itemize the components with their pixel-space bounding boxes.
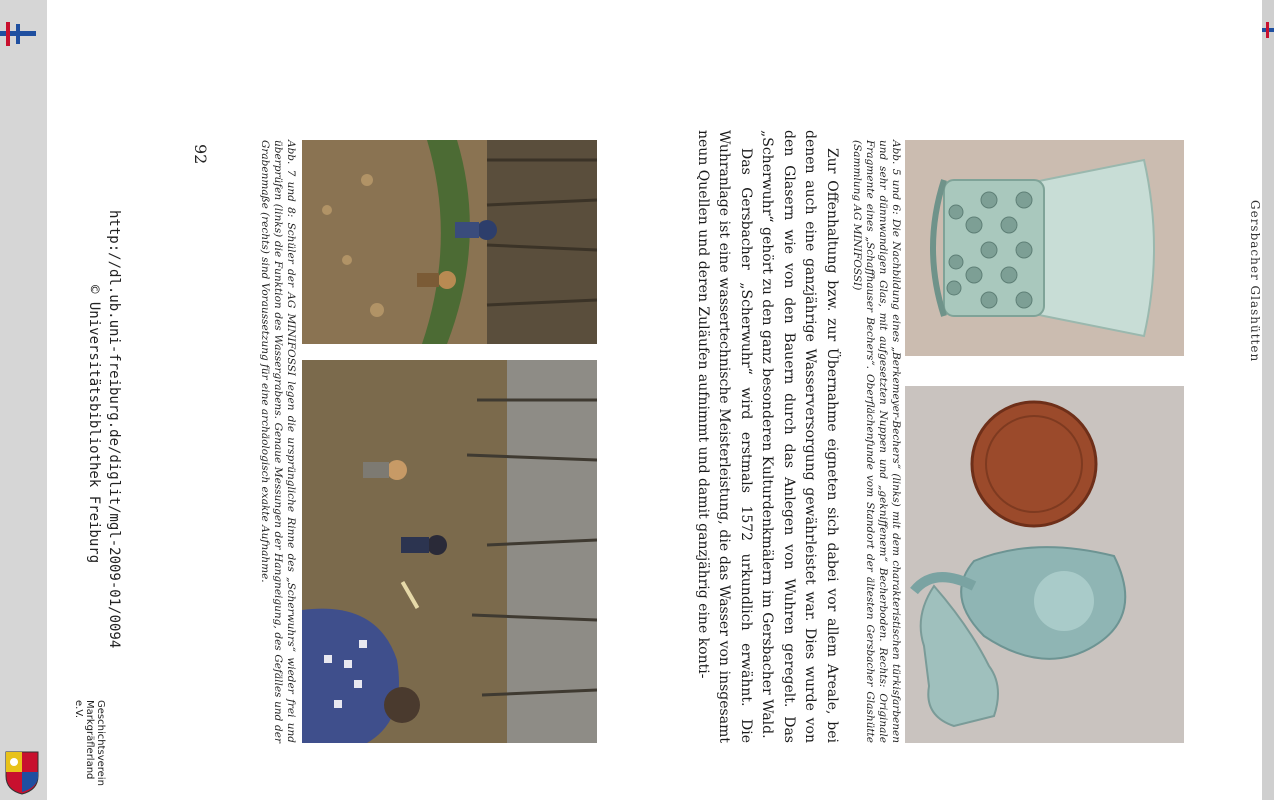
article-body [612, 130, 842, 743]
left-scan-margin [0, 0, 47, 800]
right-scan-margin [1262, 0, 1274, 800]
students-measuring-photo [302, 360, 597, 743]
page-number: 92 [191, 144, 210, 165]
footer-organization [73, 700, 106, 795]
students-digging-photo [302, 140, 597, 344]
rotated-page-content [47, 0, 1262, 800]
nav-flag-icon-right [1262, 20, 1274, 40]
figure-5-glass-beaker [905, 140, 1184, 356]
coat-of-arms-icon [2, 748, 42, 796]
figure-6-glass-fragments [905, 386, 1184, 743]
glass-fragments-coin-photo [905, 386, 1184, 743]
footer-url[interactable]: http://dl.ub.uni-freiburg.de/diglit/mgl-2009-01/0094 [106, 210, 122, 649]
nav-flag-icon [0, 20, 40, 48]
paragraph-2: Das Gersbacher „Scherwuhr“ wird erstmals 1572 urkundlich erwähnt. Die Wuhranlage ist eine wassertechnische Meisterleistung, die das Wasser von insgesamt neun Quellen und deren Zuläufen aufnimmt und damit ganzjährig eine konti- [695, 130, 754, 743]
figure-5-6-caption: Abb. 5 und 6: Die Nachbildung eines „Berkemeyer-Bechers“ (links) mit dem charakteristischen türkisfarbenen und sehr dünnwandigen Glas, mit aufgesetzten Nuppen und „gekniffenem“ Becherboden. Rechts: Originale Fragmente eines „Schaffhauser Bechers“. Oberflächenfunde vom Standort der ältesten Gersbacher Glashütte (Sammlung AG MINIFOSSI) [851, 140, 902, 743]
paragraph-1: Zur Offenhaltung bzw. zur Übernahme eigneten sich dabei vor allem Areale, bei denen auch eine ganzjährige Wasserversorgung gewährleistet war. Dies wurde von den Glasern wie von den Bauern durch das Anlegen von Wuhren geregelt. Das „Scherwuhr“ gehört zu den ganz besonderen Kulturdenkmälern im Gersbacher Wald. [759, 130, 840, 743]
figure-7-students-digging [302, 140, 597, 344]
glass-beaker-photo [905, 140, 1184, 356]
figure-7-8-caption: Abb. 7 und 8: Schüler der AG MINIFOSSI legen die ursprüngliche Rinne des „Scherwuhrs“ wieder frei und überprüfen (links) die Funktion des Wassergrabens. Genaue Messungen der Hangneigung, des Gefälles und der Grabenmaße (rechts) sind Voraussetzung für eine archäologisch exakte Aufnahme. [259, 140, 297, 743]
footer-copyright: © Universitätsbibliothek Freiburg [86, 285, 102, 564]
footer-org-line-1: Geschichtsverein [95, 700, 106, 786]
scanned-page [47, 0, 1262, 800]
figure-8-students-measuring [302, 360, 597, 743]
page-header-fragment: Gersbacher Glashütten [1248, 200, 1262, 363]
footer-org-line-2: Markgräflerland e.V. [73, 700, 95, 780]
